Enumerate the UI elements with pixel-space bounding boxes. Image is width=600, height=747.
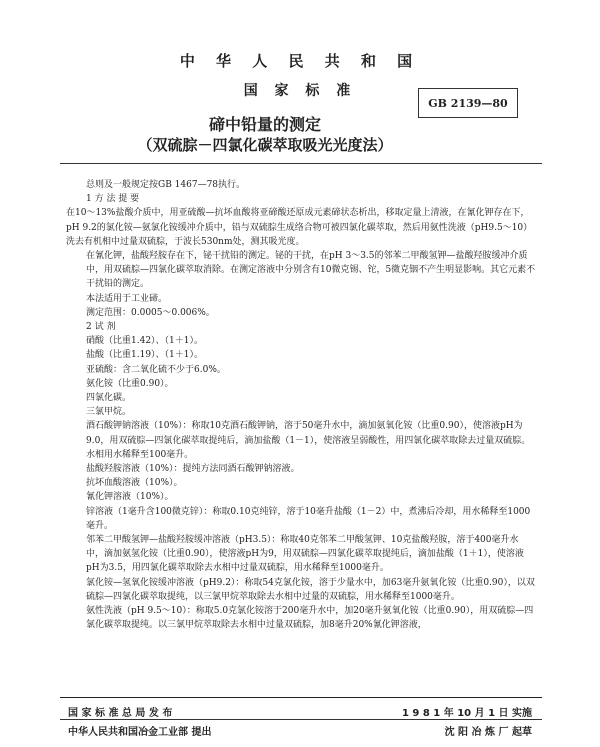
document-title: 碲中铅量的测定: [208, 115, 321, 134]
reagent-item: 氯化铵—氢氧化铵缓冲溶液（pH9.2）：称取54克氯化铵，溶于少量水中，加63毫升氨氧化铵（比重0.90），以双硫腙—四氯化碳萃取提纯，以三氯甲烷萃取除去水相中过量的双硫腙，用水稀释至1000毫升。: [86, 577, 535, 602]
drafter-label: 沈 阳 冶 炼 厂 起草: [444, 727, 532, 738]
reagent-item: 硝酸（比重1.42）、（1＋1）。: [86, 336, 203, 347]
reagent-item: 亚硫酸：含二氧化硫不少于6.0%。: [86, 364, 226, 375]
section-2-heading: 2 试 剂: [86, 322, 116, 333]
reagent-item: 氨性洗液（pH 9.5～10）：称取5.0克氯化铵溶于200毫升水中，加20毫升氨氧化铵（比重0.90），用双硫腙—四氯化碳萃取提纯。以三氯甲烷萃取除去水相中过量双硫腙，加8毫升20%氰化钾溶液，: [86, 606, 534, 631]
intro-text: 总则及一般规定按GB 1467—78执行。: [86, 180, 246, 190]
reagent-item: 四氯化碳。: [86, 393, 132, 404]
standard-type-heading: 国 家 标 准: [243, 83, 357, 99]
reagent-item: 氨化铵（比重0.90）。: [86, 378, 174, 389]
document-subtitle: （双硫腙－四氯化碳萃取吸光光度法）: [137, 136, 393, 154]
standard-number-box: GB 2139—80: [418, 88, 518, 118]
effective-date: 1 9 8 1 年 10 月 1 日 实施: [401, 708, 532, 719]
paragraph: 在氰化钾，盐酸羟胺存在下，铋干扰铅的测定。铋的干扰，在pH 3～3.5的邻苯二甲酸氢钾—盐酸羟胺缓冲介质中，用双硫腙—四氯化碳萃取消除。在测定溶液中分别含有10微克锡、铊，5微克铟不产生明显影响。其它元素不干扰铅的测定。: [86, 251, 536, 290]
reagent-item: 三氯甲烷。: [86, 407, 132, 418]
reagent-item: 盐酸羟胺溶液（10%）：提纯方法同酒石酸钾钠溶液。: [86, 464, 300, 475]
reagent-item: 锌溶液（1毫升含100微克锌）：称取0.10克纯锌，溶于10毫升盐酸（1－2）中，煮沸后冷却，用水稀释至1000毫升。: [86, 506, 531, 531]
footer-row-divider: [60, 719, 542, 720]
country-heading: 中 华 人 民 共 和 国: [179, 52, 421, 70]
footer-divider: [60, 697, 542, 698]
section-1-heading: 1 方 法 提 要: [86, 194, 140, 205]
header-divider: [60, 163, 542, 164]
document-body: [66, 178, 536, 633]
paragraph: 测定范围：0.0005～0.006%。: [86, 307, 215, 318]
paragraph: 本法适用于工业碲。: [86, 293, 168, 304]
issuer-label: 国 家 标 准 总 局 发 布: [68, 708, 173, 719]
paragraph: 在10～13%盐酸介质中，用亚硫酸—抗坏血酸将亚碲酸还原成元素碲状态析出，移取定量上清液，在氰化钾存在下，pH 9.2的氯化铵—氨氯化铵缓冲介质中，铅与双硫腙生成络合物可被四氯化碳萃取，然后用氨性洗液（pH9.5～10）洗去有机相中过量双硫腙，于波长530nm处，测其吸光度。: [66, 208, 533, 247]
reagent-item: 氰化钾溶液（10%）。: [86, 492, 174, 503]
reagent-item: 抗坏血酸溶液（10%）。: [86, 478, 183, 489]
reagent-item: 盐酸（比重1.19）、（1＋1）。: [86, 350, 203, 361]
reagent-item: 邻苯二甲酸氢钾—盐酸羟胺缓冲溶液（pH3.5）：称取40克邻苯二甲酸氢钾、10克盐酸羟胺，溶于400毫升水中，滴加氨氢化铵（比重0.90），使溶液pH为9，用双硫腙—四氯化碳萃取提纯后，滴加盐酸（1＋1），使溶液pH为3.5，用四氯化碳萃取除去水相中过量双硫腙，用水稀释至1000毫升。: [86, 535, 524, 574]
reagent-item: 酒石酸钾钠溶液（10%）：称取10克酒石酸钾钠，溶于50毫升水中，滴加氨氧化铵（比重0.90），使溶液pH为9.0，用双硫腙—四氯化碳萃取提纯后，滴加盐酸（1－1），使溶液呈弱酸性，用四氯化碳萃取除去过量双硫腙。水相用水稀释至100毫升。: [86, 421, 531, 460]
proposer-label: 中华人民共和国冶金工业部 提出: [68, 727, 212, 738]
